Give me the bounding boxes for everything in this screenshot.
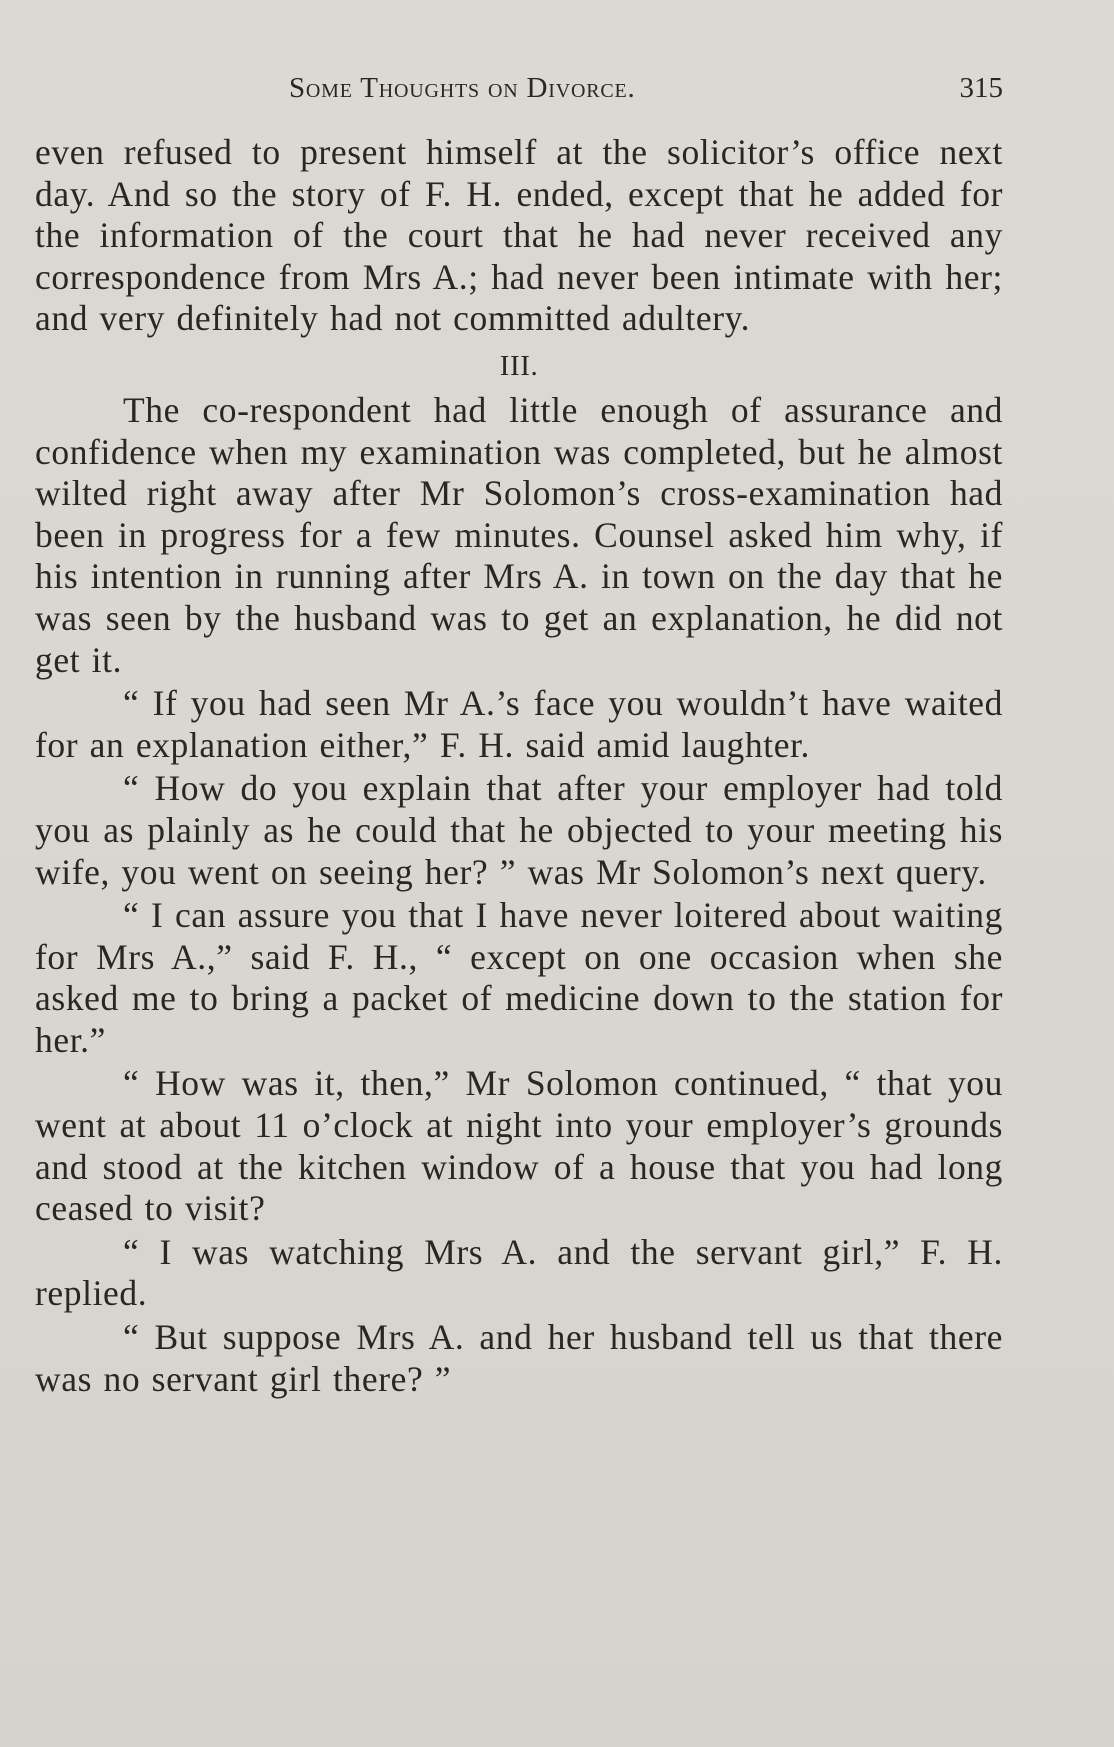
paragraph-5: “ I can assure you that I have never loitered about waiting for Mrs A.,” said F. H., “ except on one occasion when she asked me to bring a packet of medicine down to the station for her.” [35, 895, 1003, 1060]
paragraph-1: even refused to present himself at the solicitor’s office next day. And so the story of F. H. ended, except that he added for the information of the court that he had never received any correspondence from Mrs A.; had never been intimate with her; and very definitely had not committed adultery. [35, 132, 1003, 339]
paragraph-6: “ How was it, then,” Mr Solomon continued, “ that you went at about 11 o’clock at night into your employer’s grounds and stood at the kitchen window of a house that you had long ceased to visit? [35, 1063, 1003, 1229]
paragraph-2: The co-respondent had little enough of assurance and confidence when my examination was completed, but he almost wilted right away after Mr Solomon’s cross-examination had been in progress for a few minutes. Counsel asked him why, if his intention in running after Mrs A. in town on the day that he was seen by the husband was to get an explanation, he did not get it. [35, 389, 1003, 680]
body-text [35, 132, 1003, 1400]
page-number: 315 [959, 72, 1003, 104]
running-head [289, 72, 1003, 112]
section-heading: III. [499, 349, 539, 382]
paragraph-7: “ I was watching Mrs A. and the servant girl,” F. H. replied. [35, 1231, 1003, 1314]
paragraph-8: “ But suppose Mrs A. and her husband tell us that there was no servant girl there? ” [35, 1317, 1003, 1399]
paragraph-3: “ If you had seen Mr A.’s face you wouldn’t have waited for an explanation either,” F. H. said amid laughter. [35, 683, 1003, 765]
paragraph-4: “ How do you explain that after your employer had told you as plainly as he could that he objected to your meeting his wife, you went on seeing her? ” was Mr Solomon’s next query. [35, 768, 1003, 892]
running-title: Some Thoughts on Divorce. [289, 72, 636, 104]
